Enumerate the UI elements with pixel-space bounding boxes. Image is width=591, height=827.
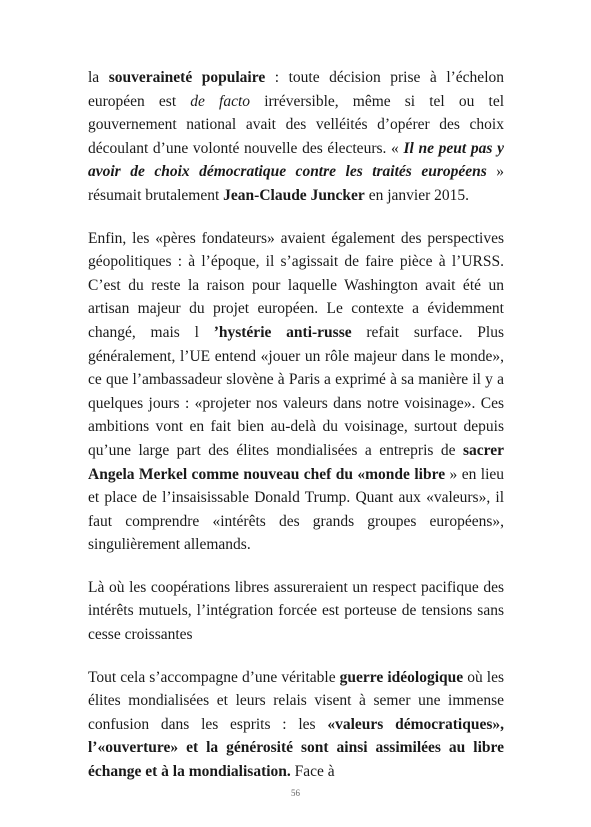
text-segment: Face à [290,763,335,781]
text-segment: en janvier 2015. [364,186,469,204]
text-segment: Tout cela s’accompagne d’une véritable [88,668,340,686]
text-segment: : toute décision prise à l’échelon européen est [88,69,504,110]
paragraph-1 [88,66,504,208]
paragraph-2 [88,227,504,557]
text-segment: Jean-Claude Juncker [223,186,365,204]
text-segment: sacrer Angela Merkel comme nouveau chef du «monde libre [88,441,504,483]
paragraph-4 [88,666,504,784]
text-segment: refait surface. Plus généralement, l’UE entend «jouer un rôle majeur dans le monde», ce que l’ambassadeur slovène à Paris a exprimé à sa manière il y a quelques jours : «projeter nos valeurs dans notre voisinage». Ces ambitions vont en fait bien au-delà du voisinage, surtout depuis qu’une large part des élites mondialisées a entrepris de [88,323,504,459]
text-segment: ’hystérie anti-russe [213,323,352,341]
text-segment: » en lieu et place de l’insaisissable Donald Trump. Quant aux «valeurs», il faut comprendre «intérêts des grands groupes européens», singulièrement allemands. [88,465,504,554]
text-segment: Enfin, les «pères fondateurs» avaient également des perspectives géopolitiques : à l’époque, il s’agissait de faire pièce à l’URSS. C’est du reste la raison pour laquelle Washington avait été un artisan majeur du projet européen. Le contexte a évidemment changé, mais l [88,229,504,341]
page-body [88,66,504,803]
text-segment: guerre idéologique [339,668,464,686]
page-number: 56 [291,788,300,798]
paragraph-3 [88,576,504,647]
text-segment: irréversible, même si tel ou tel gouvernement national avait des velléités d’opérer des choix découlant d’une volonté nouvelle des électeurs. « [88,92,504,157]
text-segment: » résumait brutalement [88,163,505,204]
text-segment: Il ne peut pas y avoir de choix démocratique contre les traités européens [88,139,504,181]
text-segment: la [88,69,109,86]
text-segment: Là où les coopérations libres assureraient un respect pacifique des intérêts mutuels, l’intégration forcée est porteuse de tensions sans cesse croissantes [88,578,504,644]
text-segment: souveraineté populaire [108,69,266,86]
text-segment: «valeurs démocratiques», l’«ouverture» et la générosité sont ainsi assimilées au libre échange et à la mondialisation. [88,715,504,781]
text-segment: où les élites mondialisées et leurs relais visent à semer une immense confusion dans les esprits : les [88,668,505,733]
text-segment: de facto [190,92,251,110]
